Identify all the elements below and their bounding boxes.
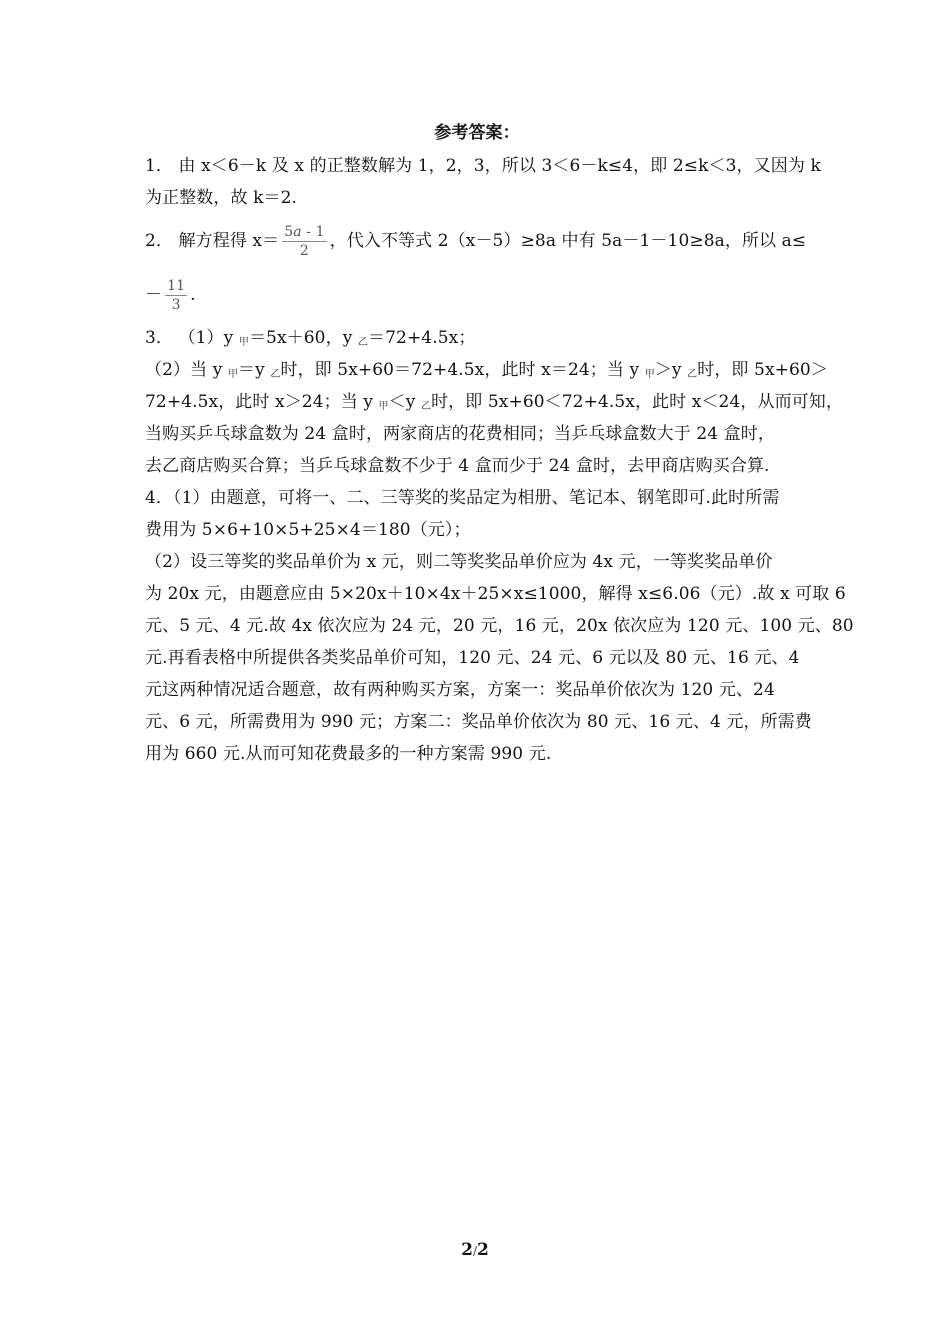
subscript-yi: 乙	[357, 337, 369, 348]
page-title: 参考答案：	[434, 123, 520, 143]
q3-text: 时，即 5x+60＞	[697, 360, 828, 380]
q4-line-2: 费用为 5×6+10×5+25×4＝180（元）；	[145, 520, 471, 540]
q4-line-5: 元、5 元、4 元.故 4x 依次应为 24 元，20 元，16 元，20x 依次应为 120 元、100 元、80	[145, 616, 854, 636]
q3-line-1	[145, 322, 809, 354]
q3-text: 时，即 5x+60＝72+4.5x，此时 x＝24；当 y	[280, 360, 645, 380]
q4-line-3: （2）设三等奖的奖品单价为 x 元，则二等奖奖品单价应为 4x 元，一等奖奖品单价	[145, 552, 773, 572]
page-number	[0, 1240, 950, 1260]
q3-text: 3． （1）y	[145, 328, 239, 348]
page-total: 2	[477, 1240, 489, 1260]
q2-period: .	[190, 285, 196, 305]
page-current: 2	[461, 1240, 473, 1260]
q1-line-2: 为正整数，故 k＝2.	[145, 188, 298, 208]
q4-line-8: 元、6 元，所需费用为 990 元；方案二：奖品单价依次为 80 元、16 元、4 元，所需费	[145, 712, 812, 732]
q3-line-3	[145, 386, 843, 418]
fraction-11-over-3	[165, 277, 187, 314]
q1-line-1: 1． 由 x＜6－k 及 x 的正整数解为 1，2，3，所以 3＜6－k≤4，即 2≤k＜3，又因为 k	[145, 156, 821, 176]
q2-line-1	[145, 214, 809, 268]
subscript-yi: 乙	[420, 401, 432, 412]
fraction-5a-minus-1-over-2	[282, 223, 326, 260]
fraction-numerator: 11	[167, 278, 186, 294]
q2-minus-sign: －	[145, 285, 163, 305]
page-separator: /	[472, 1244, 478, 1258]
q4-line-1: 4．（1）由题意，可将一、二、三等奖的奖品定为相册、笔记本、钢笔即可.此时所需	[145, 488, 780, 508]
q4-line-9: 用为 660 元.从而可知花费最多的一种方案需 990 元.	[145, 744, 552, 764]
q2-text-pre: 2． 解方程得 x＝	[145, 231, 280, 251]
fraction-denominator: 2	[299, 243, 309, 259]
q3-text: ＜y	[388, 392, 421, 412]
q3-line-5: 去乙商店购买合算；当乒乓球盒数不少于 4 盒而少于 24 盒时，去甲商店购买合算.	[145, 456, 770, 476]
q4-line-6: 元.再看表格中所提供各类奖品单价可知，120 元、24 元、6 元以及 80 元、16 元、4	[145, 648, 800, 668]
q3-text: ＝y	[238, 360, 271, 380]
q3-text: ＝72+4.5x；	[368, 328, 476, 348]
q4-line-7: 元这两种情况适合题意，故有两种购买方案，方案一：奖品单价依次为 120 元、24	[145, 680, 775, 700]
q3-text: 72+4.5x，此时 x＞24；当 y	[145, 392, 379, 412]
q2-line-2	[145, 268, 809, 322]
q3-text: （2）当 y	[145, 360, 228, 380]
fraction-numerator	[282, 223, 326, 242]
subscript-jia: 甲	[644, 369, 655, 380]
numerator-coef: 5	[284, 224, 294, 240]
fraction-denominator: 3	[171, 297, 181, 313]
q2-text-post: ，代入不等式 2（x－5）≥8a 中有 5a－1－10≥8a，所以 a≤	[329, 231, 807, 251]
numerator-rest: - 1	[301, 224, 325, 240]
subscript-jia: 甲	[378, 401, 389, 412]
numerator-var: a	[293, 224, 302, 240]
subscript-yi: 乙	[687, 369, 698, 380]
q3-text: ＝5x＋60，y	[248, 328, 358, 348]
answer-document	[145, 118, 854, 770]
q3-text: 时，即 5x+60＜72+4.5x，此时 x＜24，从而可知，	[431, 392, 843, 412]
q3-text: ＞y	[654, 360, 688, 380]
subscript-jia: 甲	[238, 337, 249, 348]
subscript-yi: 乙	[270, 369, 281, 380]
q4-line-4: 为 20x 元，由题意应由 5×20x＋10×4x＋25×x≤1000，解得 x≤6.06（元）.故 x 可取 6	[145, 584, 846, 604]
q3-line-4: 当购买乒乓球盒数为 24 盒时，两家商店的花费相同；当乒乓球盒数大于 24 盒时，	[145, 424, 775, 444]
subscript-jia: 甲	[227, 369, 239, 380]
q3-line-2	[145, 354, 828, 386]
